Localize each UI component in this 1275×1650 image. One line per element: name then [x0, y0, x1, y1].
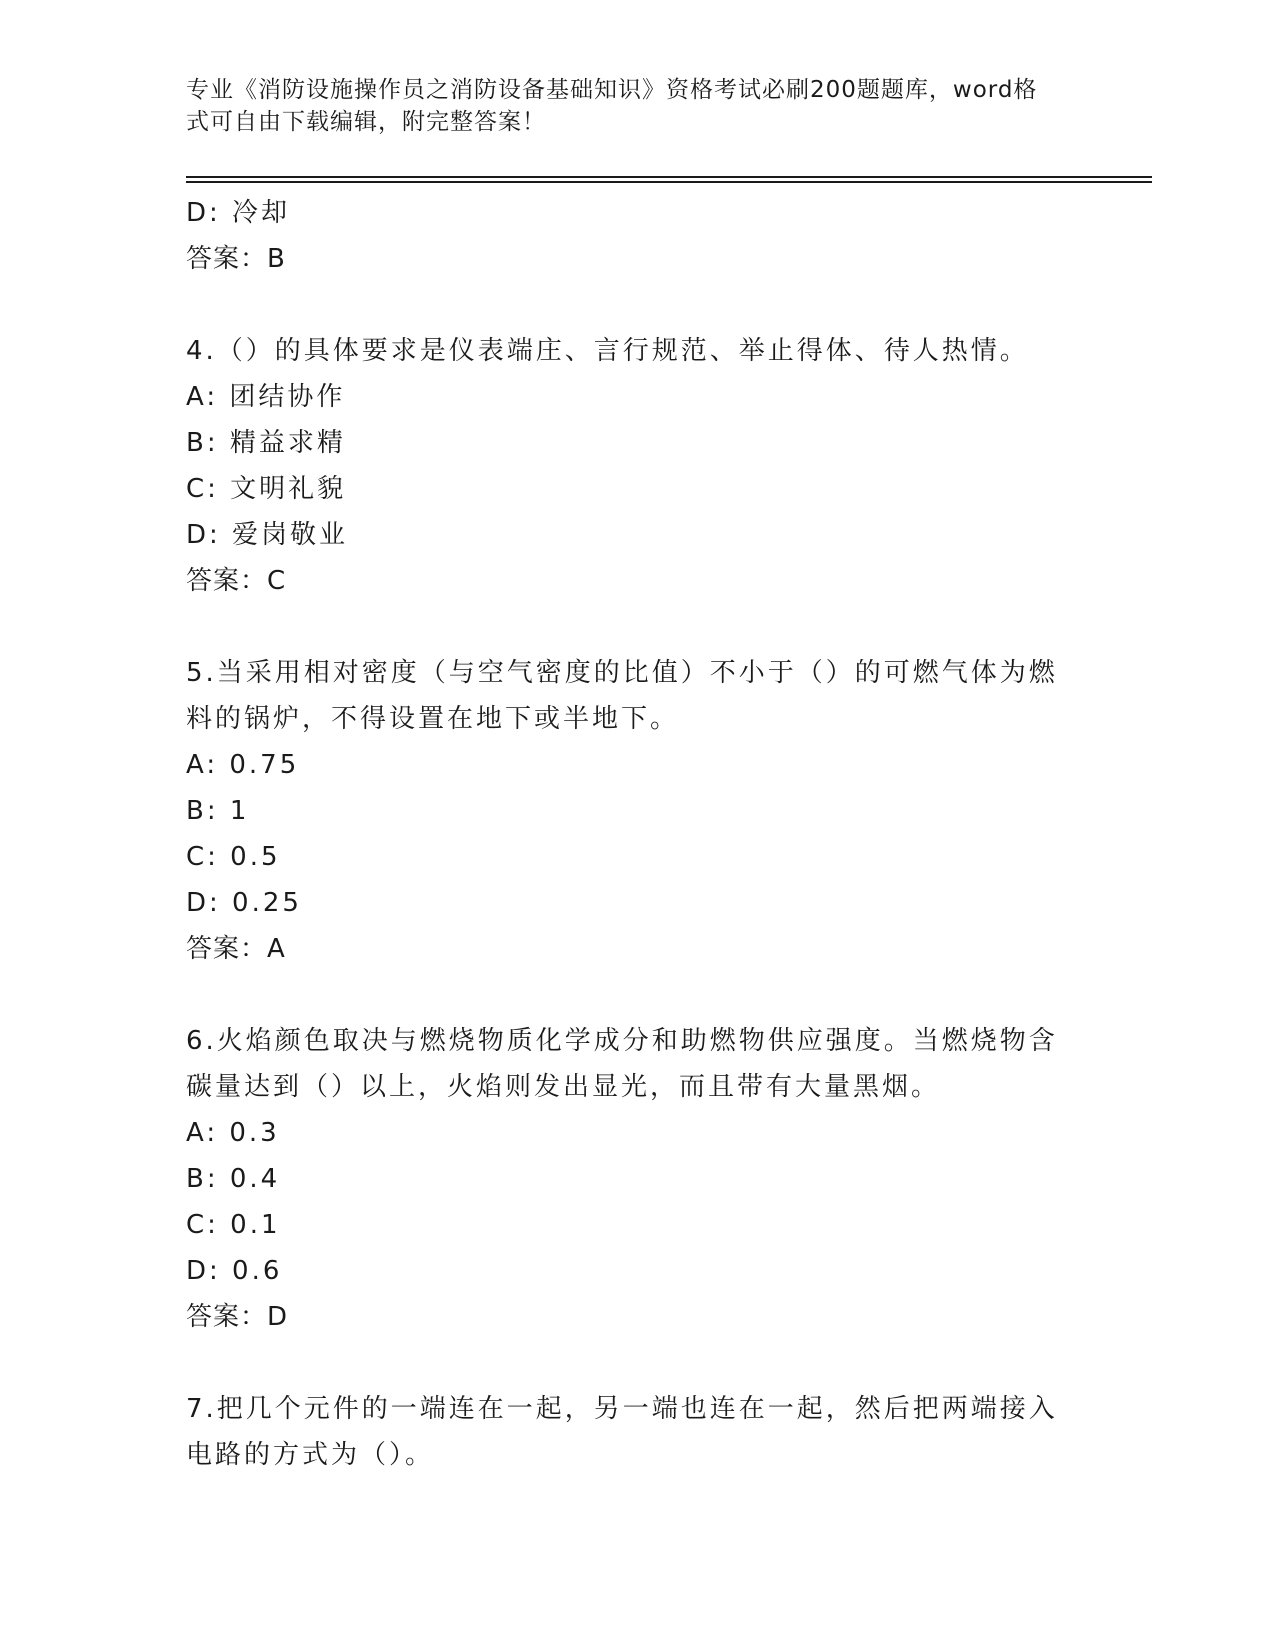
question-stem: 7.把几个元件的一端连在一起，另一端也连在一起，然后把两端接入 [186, 1394, 1058, 1424]
spacer [186, 604, 1066, 650]
option-a: A: 0.3 [186, 1118, 280, 1148]
option-b: B: 0.4 [186, 1164, 281, 1194]
option-a: A: 0.75 [186, 750, 300, 780]
question-5 [186, 650, 1066, 972]
question-7 [186, 1386, 1066, 1478]
option-d: D: 爱岗敬业 [186, 520, 349, 550]
question-4 [186, 328, 1066, 604]
option-c: C: 0.5 [186, 842, 281, 872]
question-stem: 4.（）的具体要求是仪表端庄、言行规范、举止得体、待人热情。 [186, 336, 1029, 366]
question-6 [186, 1018, 1066, 1340]
spacer [186, 1340, 1066, 1386]
option-a: A: 团结协作 [186, 382, 346, 412]
question-stem: 5.当采用相对密度（与空气密度的比值）不小于（）的可燃气体为燃 [186, 658, 1058, 688]
option-d: D: 0.25 [186, 888, 302, 918]
header-divider-top [186, 176, 1152, 178]
spacer [186, 282, 1066, 328]
header-line-2: 式可自由下载编辑，附完整答案！ [186, 109, 546, 135]
spacer [186, 972, 1066, 1018]
header-line-1: 专业《消防设施操作员之消防设备基础知识》资格考试必刷200题题库，word格 [186, 77, 1038, 103]
option-b: B: 1 [186, 796, 250, 826]
answer-line: 答案：B [186, 244, 286, 274]
question-stem-continued: 电路的方式为（）。 [186, 1440, 435, 1470]
question-stem-continued: 料的锅炉，不得设置在地下或半地下。 [186, 704, 680, 734]
answer-line: 答案：D [186, 1302, 289, 1332]
option-d: D: 冷却 [186, 198, 291, 228]
option-c: C: 0.1 [186, 1210, 281, 1240]
question-stem-continued: 碳量达到（）以上，火焰则发出显光，而且带有大量黑烟。 [186, 1072, 941, 1102]
answer-line: 答案：C [186, 566, 287, 596]
option-b: B: 精益求精 [186, 428, 346, 458]
answer-line: 答案：A [186, 934, 286, 964]
option-d: D: 0.6 [186, 1256, 283, 1286]
question-list [186, 190, 1066, 1478]
option-c: C: 文明礼貌 [186, 474, 347, 504]
document-header [186, 74, 1066, 138]
header-divider-bottom [186, 181, 1152, 183]
question-stem: 6.火焰颜色取决与燃烧物质化学成分和助燃物供应强度。当燃烧物含 [186, 1026, 1058, 1056]
